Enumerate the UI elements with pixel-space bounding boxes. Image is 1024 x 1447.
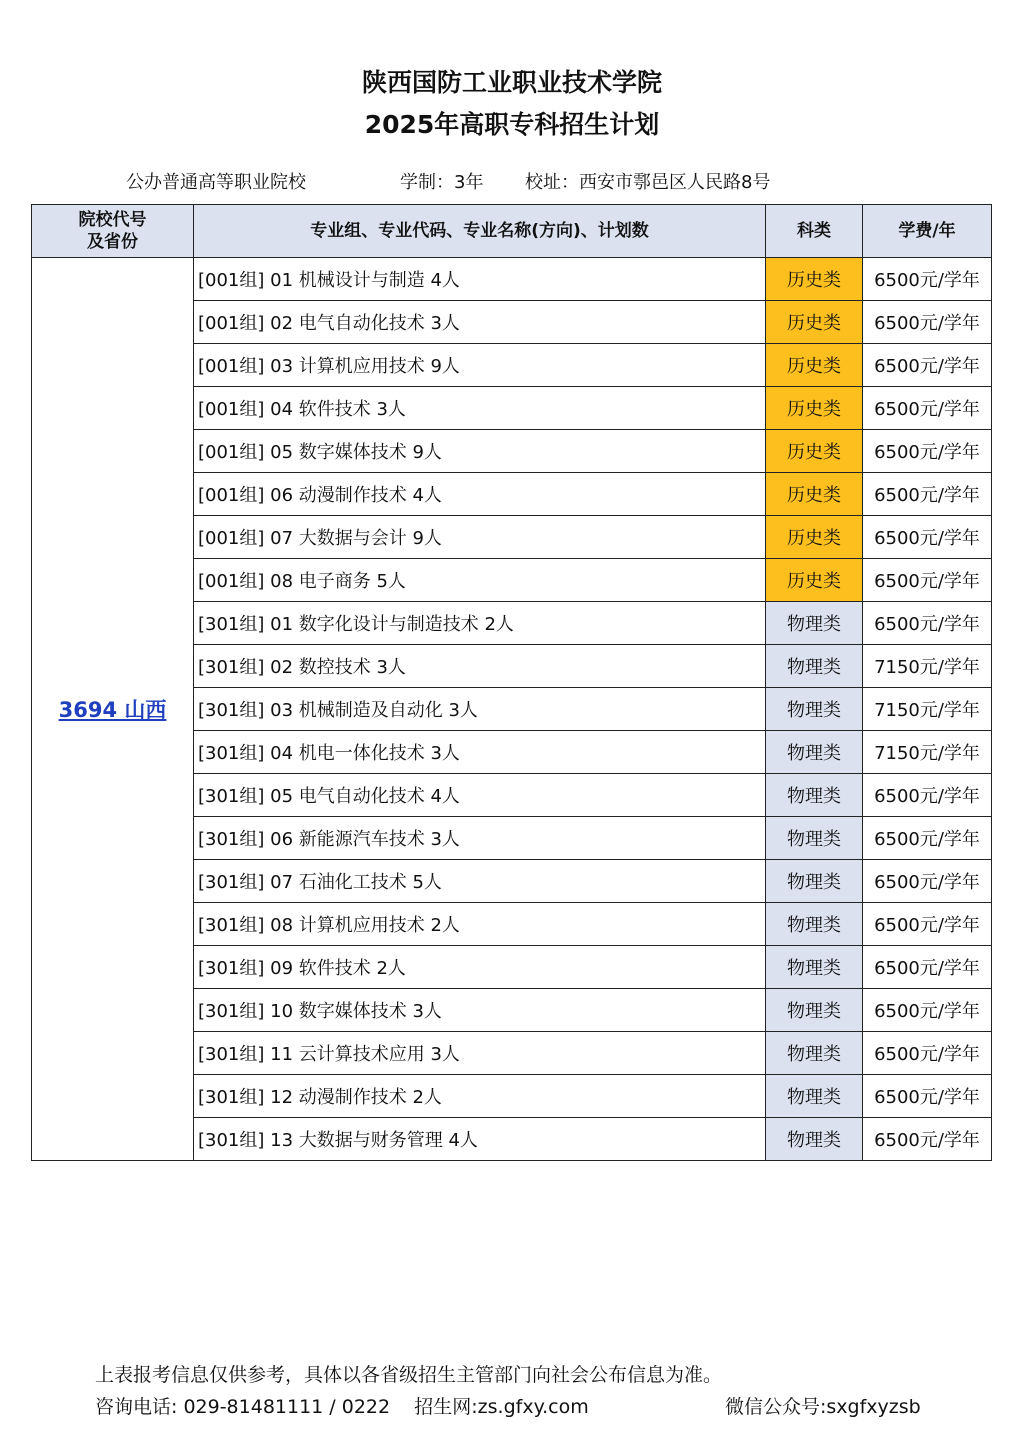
major-cell: [301组] 06 新能源汽车技术 3人 [194,817,766,860]
fee-cell: 6500元/学年 [863,559,992,602]
page-title: 陕西国防工业职业技术学院 [361,68,662,97]
major-cell: [001组] 08 电子商务 5人 [194,559,766,602]
subject-cell: 物理类 [766,860,863,903]
major-cell: [001组] 03 计算机应用技术 9人 [194,344,766,387]
subject-cell: 物理类 [766,989,863,1032]
subject-cell: 物理类 [766,731,863,774]
table-body [32,258,992,1161]
fee-cell: 6500元/学年 [863,1118,992,1161]
fee-cell: 6500元/学年 [863,817,992,860]
subject-cell: 历史类 [766,258,863,301]
fee-cell: 6500元/学年 [863,430,992,473]
major-cell: [301组] 01 数字化设计与制造技术 2人 [194,602,766,645]
table-row [32,258,992,301]
major-cell: [301组] 03 机械制造及自动化 3人 [194,688,766,731]
fee-cell: 6500元/学年 [863,774,992,817]
subject-cell: 物理类 [766,645,863,688]
major-cell: [301组] 12 动漫制作技术 2人 [194,1075,766,1118]
footer-contact: 咨询电话: 029-81481111 / 0222 招生网:zs.gfxy.com [95,1396,589,1418]
major-cell: [301组] 10 数字媒体技术 3人 [194,989,766,1032]
school-type: 公办普通高等职业院校 [126,172,306,193]
major-cell: [001组] 05 数字媒体技术 9人 [194,430,766,473]
fee-cell: 6500元/学年 [863,301,992,344]
header-major: 专业组、专业代码、专业名称(方向)、计划数 [194,205,766,258]
fee-cell: 7150元/学年 [863,645,992,688]
code-province-link[interactable]: 3694 山西 [32,258,194,1161]
school-address: 校址：西安市鄠邑区人民路8号 [525,172,771,193]
subject-cell: 物理类 [766,1118,863,1161]
major-cell: [301组] 11 云计算技术应用 3人 [194,1032,766,1075]
fee-cell: 6500元/学年 [863,903,992,946]
subject-cell: 历史类 [766,301,863,344]
major-cell: [301组] 13 大数据与财务管理 4人 [194,1118,766,1161]
header-subject: 科类 [766,205,863,258]
header-code [32,205,194,258]
fee-cell: 6500元/学年 [863,1075,992,1118]
subject-cell: 历史类 [766,559,863,602]
footer-disclaimer: 上表报考信息仅供参考，具体以各省级招生主管部门向社会公布信息为准。 [95,1364,723,1386]
subject-cell: 历史类 [766,387,863,430]
fee-cell: 6500元/学年 [863,602,992,645]
fee-cell: 7150元/学年 [863,688,992,731]
enrollment-plan-table [31,204,992,1161]
school-duration: 学制：3年 [400,172,484,193]
fee-cell: 6500元/学年 [863,1032,992,1075]
subject-cell: 历史类 [766,473,863,516]
subject-cell: 物理类 [766,774,863,817]
subject-cell: 物理类 [766,1032,863,1075]
major-cell: [301组] 04 机电一体化技术 3人 [194,731,766,774]
header-code-line2: 及省份 [87,232,138,252]
fee-cell: 6500元/学年 [863,473,992,516]
footer-wechat: 微信公众号:sxgfxyzsb [725,1396,921,1418]
fee-cell: 6500元/学年 [863,946,992,989]
header-fee: 学费/年 [863,205,992,258]
major-cell: [301组] 08 计算机应用技术 2人 [194,903,766,946]
subject-cell: 物理类 [766,602,863,645]
subject-cell: 物理类 [766,903,863,946]
table-header-row [32,205,992,258]
header-code-line1: 院校代号 [78,210,147,230]
fee-cell: 6500元/学年 [863,387,992,430]
subject-cell: 物理类 [766,817,863,860]
subject-cell: 历史类 [766,516,863,559]
subject-cell: 历史类 [766,430,863,473]
fee-cell: 6500元/学年 [863,860,992,903]
major-cell: [301组] 02 数控技术 3人 [194,645,766,688]
subject-cell: 物理类 [766,688,863,731]
fee-cell: 7150元/学年 [863,731,992,774]
major-cell: [301组] 07 石油化工技术 5人 [194,860,766,903]
school-info [0,170,1024,196]
major-cell: [301组] 09 软件技术 2人 [194,946,766,989]
major-cell: [001组] 07 大数据与会计 9人 [194,516,766,559]
page-subtitle: 2025年高职专科招生计划 [364,110,660,139]
fee-cell: 6500元/学年 [863,344,992,387]
subject-cell: 历史类 [766,344,863,387]
major-cell: [301组] 05 电气自动化技术 4人 [194,774,766,817]
fee-cell: 6500元/学年 [863,989,992,1032]
major-cell: [001组] 02 电气自动化技术 3人 [194,301,766,344]
major-cell: [001组] 06 动漫制作技术 4人 [194,473,766,516]
subject-cell: 物理类 [766,946,863,989]
fee-cell: 6500元/学年 [863,516,992,559]
major-cell: [001组] 04 软件技术 3人 [194,387,766,430]
subject-cell: 物理类 [766,1075,863,1118]
major-cell: [001组] 01 机械设计与制造 4人 [194,258,766,301]
fee-cell: 6500元/学年 [863,258,992,301]
